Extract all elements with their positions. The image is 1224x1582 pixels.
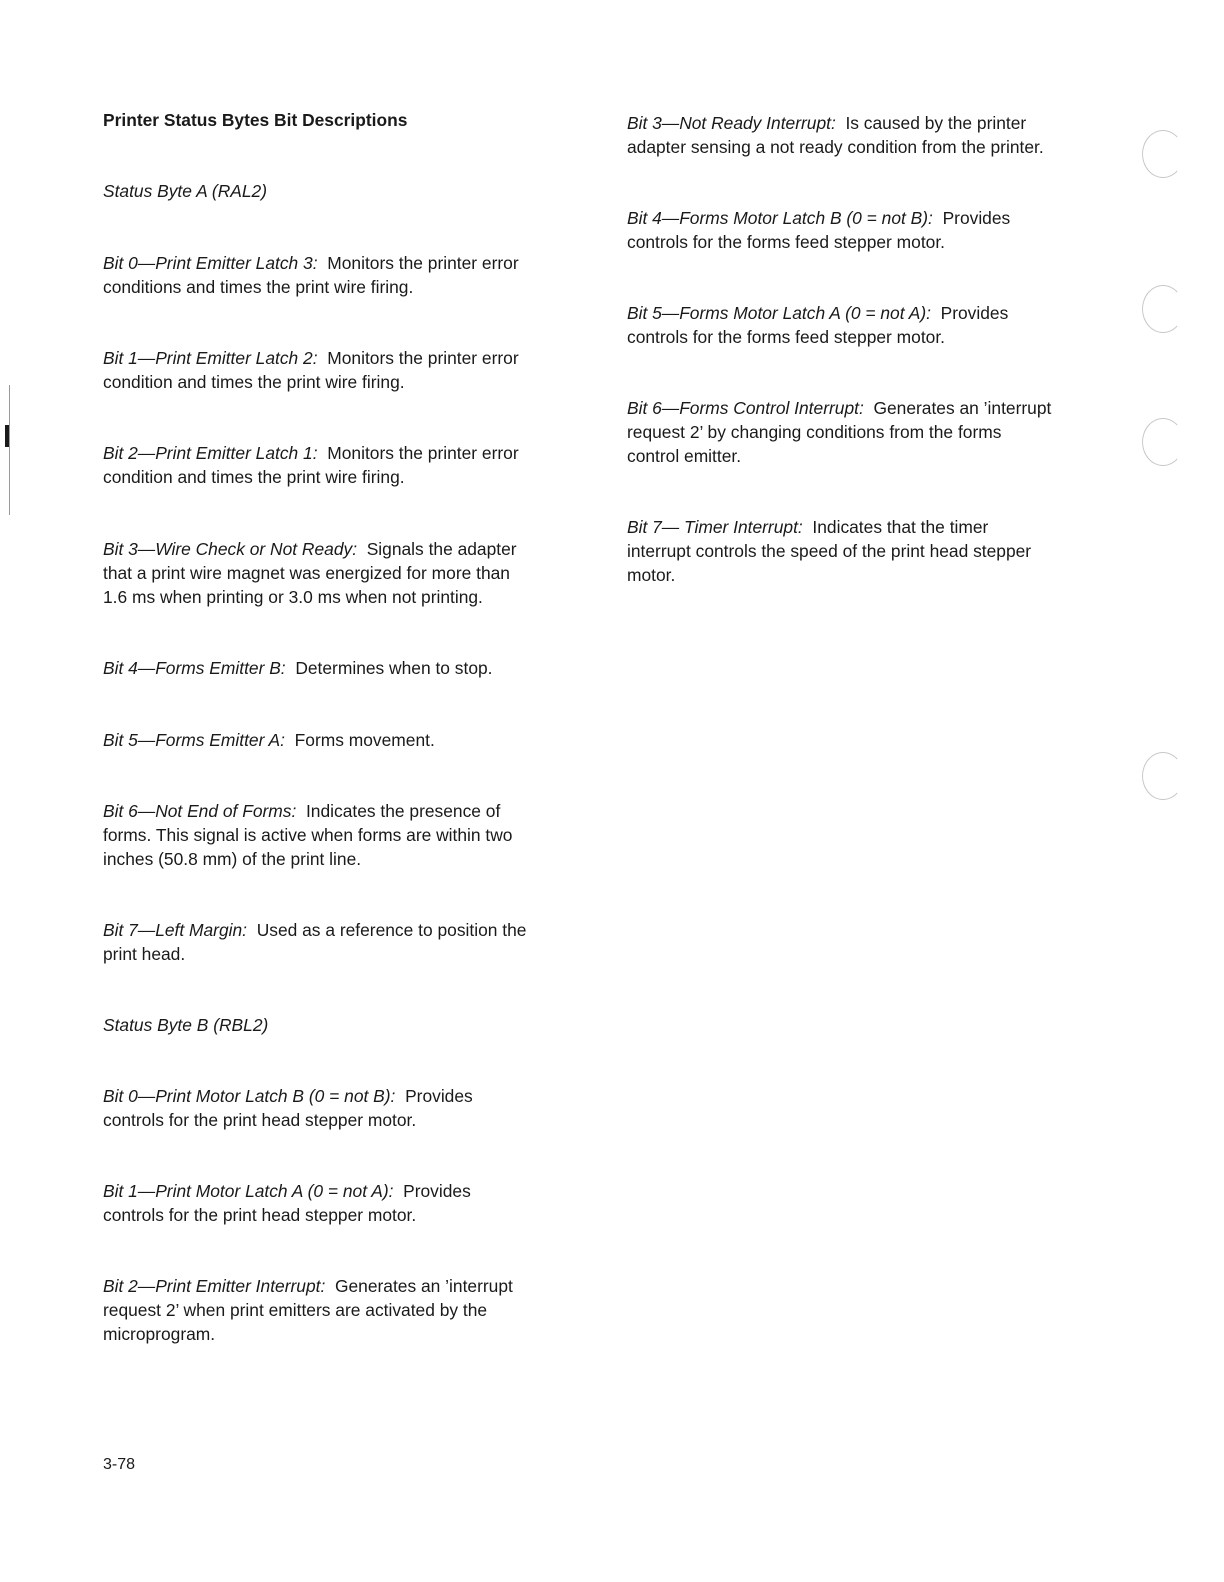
entry-text: Indicates the presence of <box>305 801 501 821</box>
entry-term: Bit 5—Forms Emitter A: <box>103 730 285 750</box>
entry-text: Provides <box>940 303 1009 323</box>
entry-text: Forms movement. <box>294 730 435 750</box>
entry-text: control emitter. <box>627 446 742 466</box>
entry-term: Bit 2—Print Emitter Latch 1: <box>103 443 318 463</box>
bit-3-not-ready-interrupt <box>627 111 1107 159</box>
entry-text: Monitors the printer error <box>327 443 519 463</box>
bit-2-print-emitter-interrupt <box>103 1274 583 1346</box>
entry-term: Bit 7—Left Margin: <box>103 920 248 940</box>
punch-hole-shadow <box>1142 752 1184 800</box>
entry-text: Indicates that the timer <box>812 517 989 537</box>
entry-term: Bit 3—Not Ready Interrupt: <box>627 113 836 133</box>
entry-text: request 2’ by changing conditions from the forms <box>627 422 1002 442</box>
bit-4-forms-motor-latch-b <box>627 206 1107 254</box>
entry-text: Is caused by the printer <box>845 113 1027 133</box>
bit-5-forms-motor-latch-a <box>627 301 1107 349</box>
entry-term: Bit 0—Print Emitter Latch 3: <box>103 253 318 273</box>
punch-hole-shadow <box>1142 285 1184 333</box>
bit-5-forms-emitter-a <box>103 728 583 752</box>
entry-text: forms. This signal is active when forms are within two <box>103 825 513 845</box>
entry-term: Bit 3—Wire Check or Not Ready: <box>103 539 358 559</box>
entry-text: print head. <box>103 944 186 964</box>
bit-7-timer-interrupt <box>627 515 1107 587</box>
binding-thin-line <box>9 385 10 515</box>
entry-text: conditions and times the print wire firing. <box>103 277 414 297</box>
entry-text: controls for the print head stepper motor. <box>103 1205 417 1225</box>
entry-term: Bit 4—Forms Motor Latch B (0 = not B): <box>627 208 933 228</box>
bit-3-wire-check-or-not-ready <box>103 537 583 609</box>
entry-text: motor. <box>627 565 676 585</box>
bit-6-forms-control-interrupt <box>627 396 1107 468</box>
entry-text: controls for the forms feed stepper motor. <box>627 232 946 252</box>
entry-text: request 2’ when print emitters are activated by the <box>103 1300 488 1320</box>
entry-text: controls for the print head stepper motor. <box>103 1110 417 1130</box>
entry-text: Provides <box>405 1086 473 1106</box>
entry-term: Bit 7— Timer Interrupt: <box>627 517 803 537</box>
entry-text: condition and times the print wire firing. <box>103 467 405 487</box>
entry-term: Bit 5—Forms Motor Latch A (0 = not A): <box>627 303 931 323</box>
entry-text: Generates an ’interrupt <box>334 1276 513 1296</box>
entry-text: Signals the adapter <box>366 539 517 559</box>
section-heading: Printer Status Bytes Bit Descriptions <box>103 110 408 130</box>
punch-hole-shadow <box>1142 418 1184 466</box>
entry-text: inches (50.8 mm) of the print line. <box>103 849 362 869</box>
entry-text: that a print wire magnet was energized for more than <box>103 563 510 583</box>
status-byte-a-label: Status Byte A (RAL2) <box>103 181 267 201</box>
binding-mark <box>5 425 9 447</box>
bit-4-forms-emitter-b <box>103 656 583 680</box>
entry-text: Generates an ’interrupt <box>873 398 1052 418</box>
entry-text: Determines when to stop. <box>295 658 493 678</box>
entry-term: Bit 4—Forms Emitter B: <box>103 658 286 678</box>
bit-6-not-end-of-forms <box>103 799 583 871</box>
entry-text: Used as a reference to position the <box>256 920 527 940</box>
status-byte-b-label: Status Byte B (RBL2) <box>103 1015 269 1035</box>
bit-7-left-margin <box>103 918 583 966</box>
bit-1-print-emitter-latch-2 <box>103 346 583 394</box>
bit-0-print-motor-latch-b <box>103 1084 583 1132</box>
entry-text: Provides <box>403 1181 471 1201</box>
entry-text: 1.6 ms when printing or 3.0 ms when not printing. <box>103 587 483 607</box>
entry-text: Monitors the printer error <box>327 348 519 368</box>
entry-term: Bit 6—Not End of Forms: <box>103 801 297 821</box>
bit-0-print-emitter-latch-3 <box>103 251 583 299</box>
bit-1-print-motor-latch-a <box>103 1179 583 1227</box>
entry-text: condition and times the print wire firing. <box>103 372 405 392</box>
entry-text: interrupt controls the speed of the print head stepper <box>627 541 1032 561</box>
entry-text: Monitors the printer error <box>327 253 519 273</box>
entry-term: Bit 1—Print Emitter Latch 2: <box>103 348 318 368</box>
entry-term: Bit 2—Print Emitter Interrupt: <box>103 1276 326 1296</box>
entry-term: Bit 0—Print Motor Latch B (0 = not B): <box>103 1086 396 1106</box>
entry-text: microprogram. <box>103 1324 216 1344</box>
entry-term: Bit 6—Forms Control Interrupt: <box>627 398 864 418</box>
punch-hole-shadow <box>1142 130 1184 178</box>
entry-text: adapter sensing a not ready condition from the printer. <box>627 137 1044 157</box>
bit-2-print-emitter-latch-1 <box>103 441 583 489</box>
entry-term: Bit 1—Print Motor Latch A (0 = not A): <box>103 1181 394 1201</box>
entry-text: controls for the forms feed stepper motor. <box>627 327 946 347</box>
page-number: 3-78 <box>103 1456 136 1473</box>
entry-text: Provides <box>942 208 1011 228</box>
